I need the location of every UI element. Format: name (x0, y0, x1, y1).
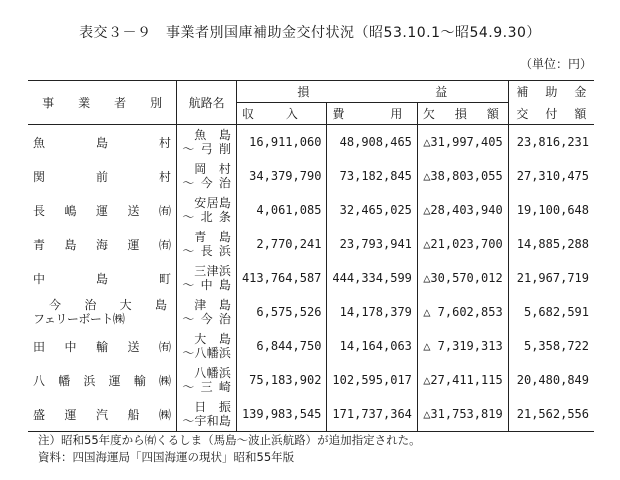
subsidy-cell: 20,480,849 (508, 363, 594, 397)
operator-cell: 八 幡 浜 運 輸 ㈱ (33, 373, 171, 388)
expense-cell: 23,793,941 (327, 227, 417, 261)
deficit-cell: △31,997,405 (417, 125, 508, 160)
route-cell: 八 幡 浜 ～ 三 崎 (177, 363, 237, 397)
table-row (28, 125, 594, 160)
income-cell: 4,061,085 (236, 193, 326, 227)
header-deficit: 欠 損 額 (417, 103, 508, 125)
header-operator: 事 業 者 別 (28, 81, 177, 125)
income-cell: 75,183,902 (236, 363, 326, 397)
income-cell: 139,983,545 (236, 397, 326, 432)
income-cell: 16,911,060 (236, 125, 326, 160)
header-subsidy-1: 補 助 金 (508, 81, 594, 103)
income-cell: 2,770,241 (236, 227, 326, 261)
operator-cell: 今 治 大 島 フェリーボート㈱ (33, 298, 167, 326)
deficit-cell: △21,023,700 (417, 227, 508, 261)
deficit-cell: △27,411,115 (417, 363, 508, 397)
header-route: 航路名 (177, 81, 237, 125)
route-cell: 魚 島 ～ 弓 削 (177, 125, 237, 160)
notes (38, 432, 421, 466)
operator-cell: 青 島 海 運 ㈲ (33, 237, 171, 252)
income-cell: 413,764,587 (236, 261, 326, 295)
route-cell: 安 居 島 ～ 北 条 (177, 193, 237, 227)
route-cell: 岡 村 ～ 今 治 (177, 159, 237, 193)
expense-cell: 48,908,465 (327, 125, 417, 160)
operator-cell: 中 島 町 (33, 271, 171, 286)
subsidy-cell: 21,967,719 (508, 261, 594, 295)
header-expense: 費 用 (327, 103, 417, 125)
operator-cell: 田 中 輸 送 ㈲ (33, 339, 171, 354)
table-row (28, 227, 594, 261)
table-row (28, 363, 594, 397)
expense-cell: 14,178,379 (327, 295, 417, 329)
operator-cell: 関 前 村 (33, 169, 171, 184)
table-row (28, 261, 594, 295)
table-row (28, 159, 594, 193)
deficit-cell: △30,570,012 (417, 261, 508, 295)
deficit-cell: △28,403,940 (417, 193, 508, 227)
route-cell: 大 島 ～ 八 幡 浜 (177, 329, 237, 363)
subsidy-table (28, 80, 594, 432)
deficit-cell: △ 7,319,313 (417, 329, 508, 363)
table-title: 表交３－９ 事業者別国庫補助金交付状況（昭53.10.1～昭54.9.30） (79, 25, 541, 41)
route-cell: 三 津 浜 ～ 中 島 (177, 261, 237, 295)
header-profit-loss: 損 益 (236, 81, 508, 103)
route-cell: 日 振 ～ 宇 和 島 (177, 397, 237, 432)
subsidy-cell: 14,885,288 (508, 227, 594, 261)
route-cell: 青 島 ～ 長 浜 (177, 227, 237, 261)
expense-cell: 171,737,364 (327, 397, 417, 432)
deficit-cell: △ 7,602,853 (417, 295, 508, 329)
income-cell: 6,575,526 (236, 295, 326, 329)
subsidy-cell: 5,358,722 (508, 329, 594, 363)
deficit-cell: △31,753,819 (417, 397, 508, 432)
route-cell: 津 島 ～ 今 治 (177, 295, 237, 329)
unit-label: （単位：円） (519, 57, 592, 71)
header-income: 収 入 (236, 103, 326, 125)
table-row (28, 193, 594, 227)
subsidy-cell: 19,100,648 (508, 193, 594, 227)
expense-cell: 32,465,025 (327, 193, 417, 227)
subsidy-cell: 23,816,231 (508, 125, 594, 160)
subsidy-cell: 27,310,475 (508, 159, 594, 193)
expense-cell: 14,164,063 (327, 329, 417, 363)
income-cell: 6,844,750 (236, 329, 326, 363)
operator-cell: 盛 運 汽 船 ㈱ (28, 397, 177, 432)
subsidy-cell: 21,562,556 (508, 397, 594, 432)
source-note: 資料：四国海運局「四国海運の現状」昭和55年版 (38, 450, 295, 464)
note-1: 注）昭和55年度から㈲くるしま（馬島～波止浜航路）が追加指定された。 (38, 433, 421, 447)
expense-cell: 444,334,599 (327, 261, 417, 295)
subsidy-cell: 5,682,591 (508, 295, 594, 329)
operator-cell: 魚 島 村 (33, 135, 171, 150)
expense-cell: 73,182,845 (327, 159, 417, 193)
table-row (28, 295, 594, 329)
operator-cell: 長 嶋 運 送 ㈲ (33, 203, 171, 218)
income-cell: 34,379,790 (236, 159, 326, 193)
table-row (28, 397, 594, 432)
header-subsidy-2: 交 付 額 (508, 103, 594, 125)
table-row (28, 329, 594, 363)
deficit-cell: △38,803,055 (417, 159, 508, 193)
expense-cell: 102,595,017 (327, 363, 417, 397)
